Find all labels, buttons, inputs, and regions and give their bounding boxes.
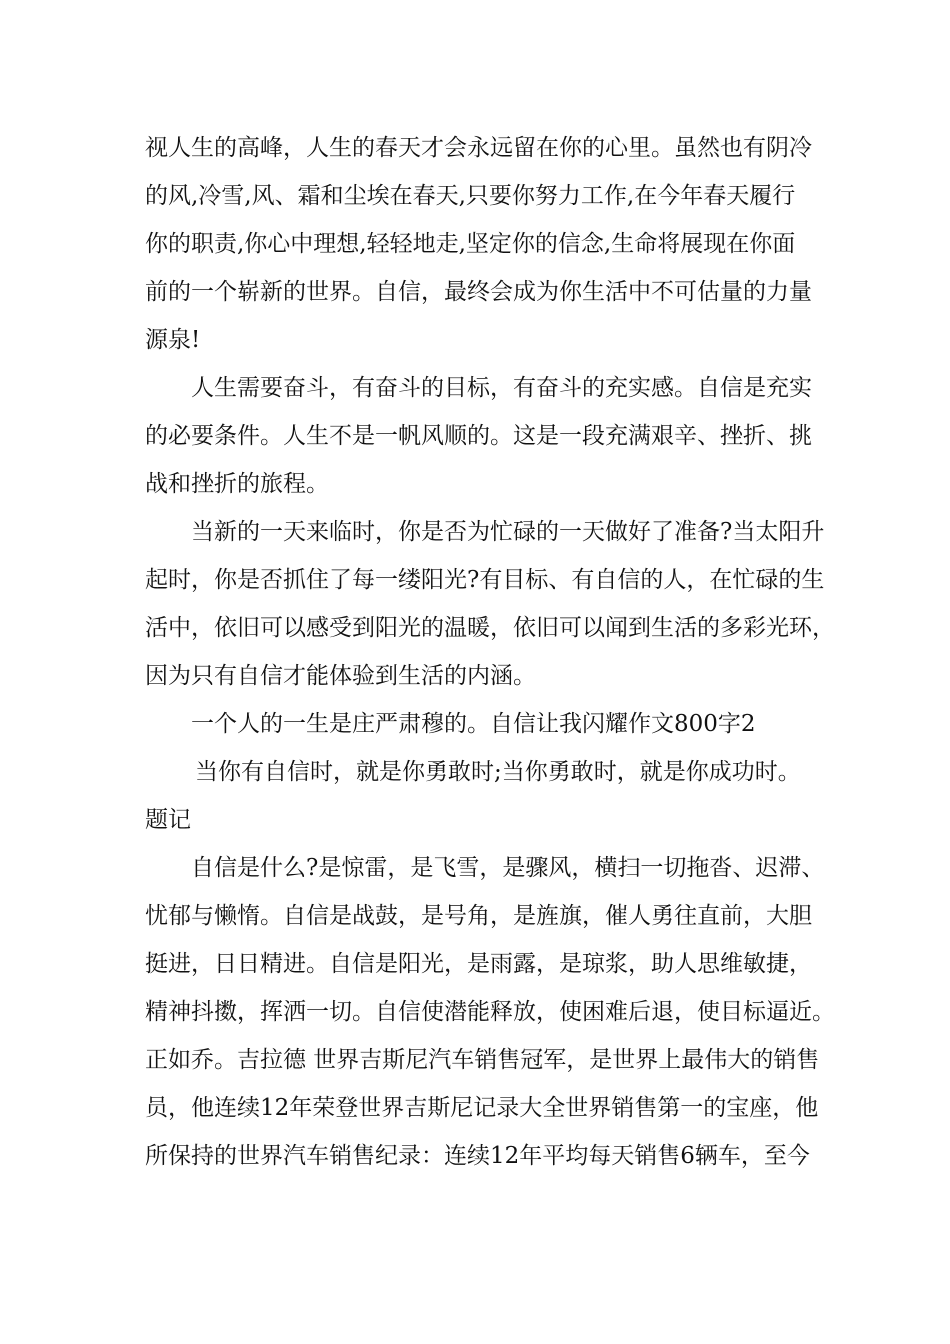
text-line: 自信是什么?是惊雷，是飞雪，是骤风，横扫一切拖沓、迟滞、 <box>191 855 825 881</box>
text-line: 员，他连续12年荣登世界吉斯尼记录大全世界销售第一的宝座，他 <box>145 1095 819 1121</box>
text-line: 前的一个崭新的世界。自信，最终会成为你生活中不可估量的力量 <box>145 279 812 305</box>
text-line: 活中，依旧可以感受到阳光的温暖，依旧可以闻到生活的多彩光环， <box>145 615 835 641</box>
text-line: 战和挫折的旅程。 <box>145 471 329 497</box>
text-line: 源泉! <box>145 327 201 353</box>
text-line: 所保持的世界汽车销售纪录：连续12年平均每天销售6辆车，至今 <box>145 1143 810 1169</box>
text-line: 因为只有自信才能体验到生活的内涵。 <box>145 663 536 689</box>
epigraph-line: 当你有自信时，就是你勇敢时;当你勇敢时，就是你成功时。 <box>195 759 801 785</box>
text-line: 的风,冷雪,风、霜和尘埃在春天,只要你努力工作,在今年春天履行 <box>145 183 796 209</box>
text-line: 你的职责,你心中理想,轻轻地走,坚定你的信念,生命将展现在你面 <box>145 231 796 257</box>
text-line: 正如乔。吉拉德 世界吉斯尼汽车销售冠军，是世界上最伟大的销售 <box>145 1047 820 1073</box>
text-line: 视人生的高峰，人生的春天才会永远留在你的心里。虽然也有阴冷 <box>145 135 812 161</box>
text-line: 挺进，日日精进。自信是阳光，是雨露，是琼浆，助人思维敏捷， <box>145 951 812 977</box>
text-line: 忧郁与懒惰。自信是战鼓，是号角，是旌旗，催人勇往直前，大胆 <box>145 903 812 929</box>
paragraph-2 <box>145 364 825 508</box>
text-line: 精神抖擞，挥洒一切。自信使潜能释放，使困难后退，使目标逼近。 <box>145 999 835 1025</box>
paragraph-1 <box>145 124 825 364</box>
paragraph-5 <box>145 748 825 844</box>
paragraph-3 <box>145 508 835 700</box>
text-line: 当新的一天来临时，你是否为忙碌的一天做好了准备?当太阳升 <box>191 519 825 545</box>
text-line: 人生需要奋斗，有奋斗的目标，有奋斗的充实感。自信是充实 <box>191 375 812 401</box>
text-line: 的必要条件。人生不是一帆风顺的。这是一段充满艰辛、挫折、挑 <box>145 423 812 449</box>
epigraph-label: 题记 <box>145 807 191 833</box>
text-line: 起时，你是否抓住了每一缕阳光?有目标、有自信的人，在忙碌的生 <box>145 567 825 593</box>
paragraph-6 <box>145 844 835 1180</box>
section-heading: 一个人的一生是庄严肃穆的。自信让我闪耀作文800字2 <box>191 711 756 737</box>
paragraph-4 <box>145 700 825 748</box>
document-body <box>145 124 835 1180</box>
